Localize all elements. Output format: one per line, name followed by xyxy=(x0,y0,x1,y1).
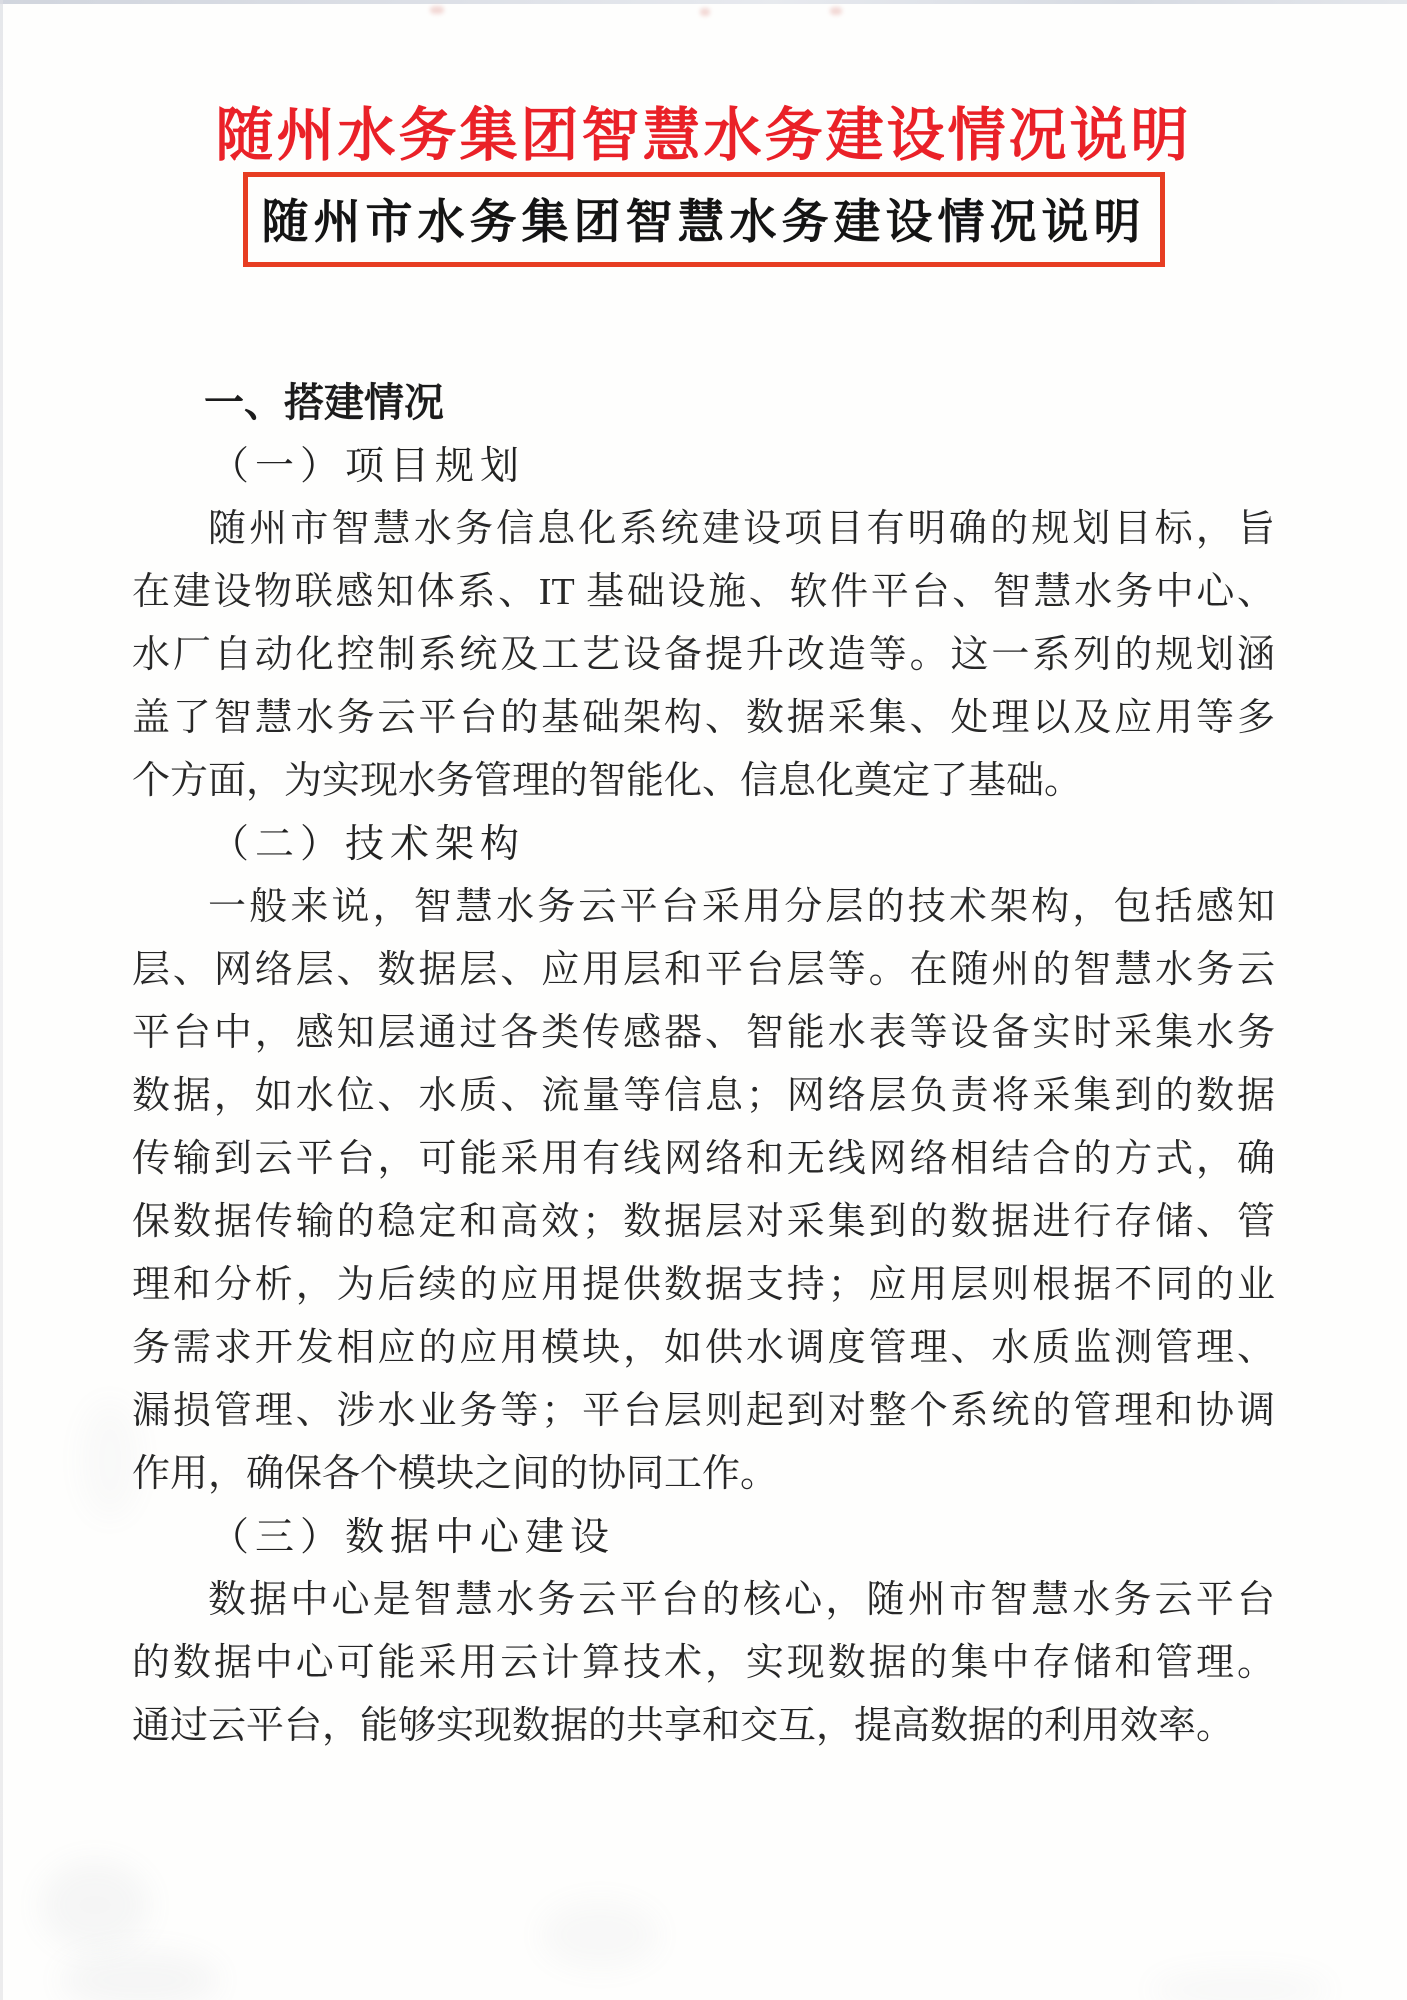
subsection-heading-1: （一）项目规划 xyxy=(210,445,526,488)
paragraph-line: 保数据传输的稳定和高效；数据层对采集到的数据进行存储、管 xyxy=(132,1201,1275,1243)
section-heading-1: 一、搭建情况 xyxy=(204,381,444,425)
paragraph-line: 数据，如水位、水质、流量等信息；网络层负责将采集到的数据 xyxy=(132,1075,1275,1117)
scan-speck xyxy=(700,8,710,16)
boxed-black-title: 随州市水务集团智慧水务建设情况说明 xyxy=(243,172,1165,267)
scan-top-edge-artifact xyxy=(0,0,1407,4)
paragraph-line: 层、网络层、数据层、应用层和平台层等。在随州的智慧水务云 xyxy=(132,949,1275,991)
scan-left-edge-artifact xyxy=(0,0,3,2000)
scan-smudge xyxy=(40,1860,150,1950)
paragraph-line: 一般来说，智慧水务云平台采用分层的技术架构，包括感知 xyxy=(208,886,1275,928)
paragraph-line: 盖了智慧水务云平台的基础架构、数据采集、处理以及应用等多 xyxy=(132,697,1275,739)
document-body xyxy=(132,372,1275,1758)
main-red-title: 随州水务集团智慧水务建设情况说明 xyxy=(215,103,1192,168)
paragraph-line: 数据中心是智慧水务云平台的核心，随州市智慧水务云平台 xyxy=(208,1579,1275,1621)
subsection-heading-3: （三）数据中心建设 xyxy=(210,1516,616,1559)
paragraph-line: 个方面，为实现水务管理的智能化、信息化奠定了基础。 xyxy=(132,760,1083,802)
paragraph-line: 随州市智慧水务信息化系统建设项目有明确的规划目标，旨 xyxy=(208,508,1275,550)
paragraph-line: 通过云平台，能够实现数据的共享和交互，提高数据的利用效率。 xyxy=(132,1705,1235,1747)
scan-speck xyxy=(830,7,842,15)
paragraph-line: 的数据中心可能采用云计算技术，实现数据的集中存储和管理。 xyxy=(132,1642,1275,1684)
scan-speck xyxy=(430,6,444,14)
scan-smudge xyxy=(1150,1970,1330,2000)
subsection-heading-2: （二）技术架构 xyxy=(210,823,526,866)
paragraph-line: 在建设物联感知体系、IT 基础设施、软件平台、智慧水务中心、 xyxy=(132,571,1275,613)
scan-smudge xyxy=(60,1950,220,2000)
scan-smudge xyxy=(80,1400,140,1520)
paragraph-line: 作用，确保各个模块之间的协同工作。 xyxy=(132,1453,779,1495)
paragraph-line: 理和分析，为后续的应用提供数据支持；应用层则根据不同的业 xyxy=(132,1264,1275,1306)
paragraph-line: 传输到云平台，可能采用有线网络和无线网络相结合的方式，确 xyxy=(132,1138,1275,1180)
paragraph-line: 漏损管理、涉水业务等；平台层则起到对整个系统的管理和协调 xyxy=(132,1390,1275,1432)
boxed-title-container xyxy=(0,172,1407,267)
paragraph-line: 平台中，感知层通过各类传感器、智能水表等设备实时采集水务 xyxy=(132,1012,1275,1054)
paragraph-line: 务需求开发相应的应用模块，如供水调度管理、水质监测管理、 xyxy=(132,1327,1275,1369)
paragraph-line: 水厂自动化控制系统及工艺设备提升改造等。这一系列的规划涵 xyxy=(132,634,1275,676)
scan-smudge xyxy=(540,1900,660,1970)
